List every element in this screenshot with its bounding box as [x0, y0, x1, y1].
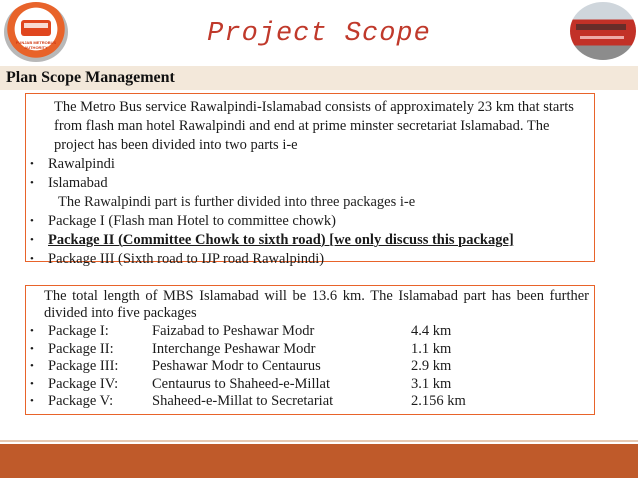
list-item	[26, 358, 594, 376]
package-route: Shaheed-e-Millat to Secretariat	[152, 393, 334, 410]
package-length: 2.9 km	[411, 358, 452, 375]
bullet-icon: •	[30, 395, 34, 408]
package-length: 3.1 km	[411, 375, 452, 392]
footer-divider	[0, 440, 638, 442]
list-item: • Rawalpindi	[30, 156, 115, 172]
section-header	[0, 66, 638, 90]
bullet-icon: •	[30, 234, 34, 246]
package-route: Centaurus to Shaheed-e-Millat	[152, 375, 330, 392]
list-item	[26, 341, 594, 359]
package-name: Package V:	[48, 393, 114, 410]
bullet-icon: •	[30, 253, 34, 265]
list-item-highlight: • Package II (Committee Chowk to sixth road) [we only discuss this package]	[30, 232, 514, 248]
project-intro: The Metro Bus service Rawalpindi-Islamabad consists of approximately 23 km that starts from flash man hotel Rawalpindi and end at prime minster secretariat Islamabad. The project has been divided into two parts i-e	[54, 99, 574, 153]
bullet-icon: •	[30, 158, 34, 170]
rawalpindi-scope-box	[25, 93, 595, 267]
islamabad-intro: The total length of MBS Islamabad will be 13.6 km. The Islamabad part has been further divided into five packages	[44, 288, 589, 321]
bullet-icon: •	[30, 325, 34, 337]
package-length: 4.4 km	[411, 323, 452, 339]
parts-list	[26, 155, 594, 193]
logo-text: PUNJAB METROBUS AUTHORITY	[15, 40, 57, 50]
islamabad-scope-box	[25, 285, 595, 415]
package-route: Interchange Peshawar Modr	[152, 340, 316, 357]
list-item	[26, 376, 594, 394]
package-name: Package I:	[48, 323, 109, 339]
bullet-icon: •	[30, 342, 34, 355]
package-route: Peshawar Modr to Centaurus	[152, 358, 321, 375]
list-item	[26, 323, 594, 341]
package-name: Package III:	[48, 358, 119, 375]
list-item: • Islamabad	[30, 175, 108, 191]
list-item	[26, 393, 594, 411]
section-heading: Plan Scope Management	[6, 69, 175, 86]
bullet-icon: •	[30, 377, 34, 390]
list-item: • Package III (Sixth road to IJP road Rawalpindi)	[30, 251, 325, 267]
package-route: Faizabad to Peshawar Modr	[152, 323, 315, 339]
package-name: Package II:	[48, 340, 114, 357]
metro-bus-photo	[570, 2, 636, 60]
package-length: 2.156 km	[411, 393, 466, 410]
bullet-icon: •	[30, 177, 34, 189]
footer-bar	[0, 444, 638, 478]
page-title: Project Scope	[207, 19, 431, 49]
package-name: Package IV:	[48, 375, 119, 392]
bullet-icon: •	[30, 215, 34, 227]
rawalpindi-packages-list	[26, 212, 594, 269]
islamabad-packages-list	[26, 323, 594, 411]
bullet-icon: •	[30, 360, 34, 373]
list-item: • Package I (Flash man Hotel to committee chowk)	[30, 213, 336, 229]
package-length: 1.1 km	[411, 340, 452, 357]
rawalpindi-sub-intro: The Rawalpindi part is further divided into three packages i-e	[58, 194, 416, 210]
